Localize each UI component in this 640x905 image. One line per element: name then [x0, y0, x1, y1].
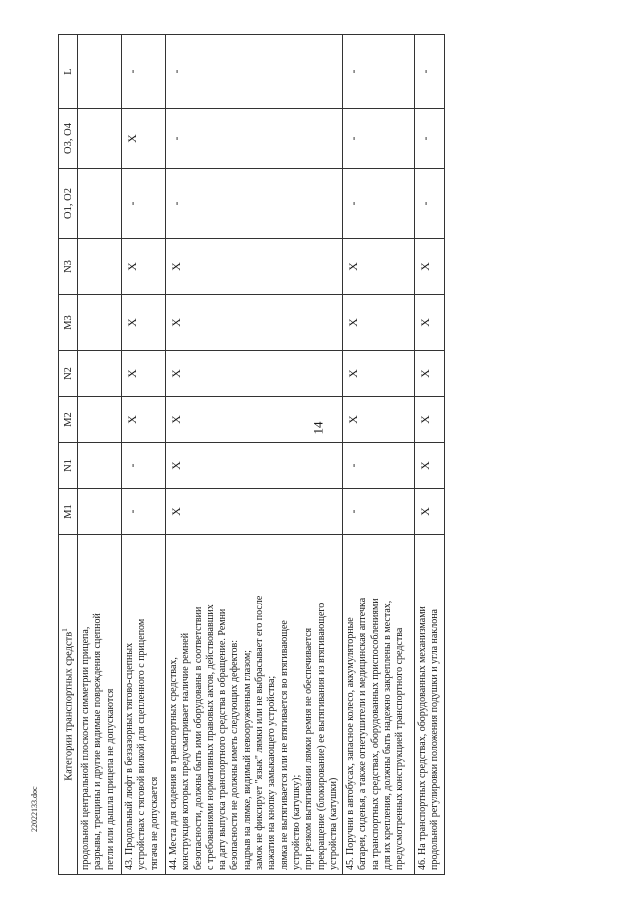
- requirement-line: безопасности не должны иметь следующих дефектов:: [229, 639, 241, 870]
- requirement-line: 43. Продольный люфт в беззазорных тягово-сцепных: [124, 642, 135, 870]
- requirement-line: на транспортных средствах, оборудованных приспособлениями: [369, 598, 381, 870]
- applicability-mark: [78, 397, 122, 443]
- applicability-mark: X: [415, 295, 445, 351]
- requirement-line: замок не фиксирует "язык" лямки или не выбрасывает его после: [254, 595, 266, 870]
- applicability-mark: -: [122, 35, 166, 109]
- requirement-line: устройство (катушку);: [290, 774, 302, 870]
- table-row: [343, 35, 415, 875]
- header-col: O1, O2: [59, 169, 78, 239]
- requirement-line: безопасности, должны быть ими оборудованы в соответствии: [192, 606, 204, 870]
- requirement-line: прекращение (блокирование) ее вытягивания из втягивающего: [315, 602, 327, 870]
- requirement-line: нажатия на кнопку замыкающего устройства;: [266, 675, 278, 870]
- applicability-mark: X: [122, 239, 166, 295]
- applicability-mark: [78, 109, 122, 169]
- applicability-mark: -: [415, 35, 445, 109]
- applicability-mark: -: [166, 169, 343, 239]
- applicability-mark: X: [415, 239, 445, 295]
- requirement-line: с требованиями нормативных правовых актов, действовавших: [204, 604, 216, 870]
- applicability-mark: X: [415, 351, 445, 397]
- applicability-mark: -: [343, 35, 415, 109]
- applicability-mark: -: [415, 109, 445, 169]
- applicability-mark: [78, 351, 122, 397]
- applicability-mark: -: [343, 489, 415, 535]
- requirement-line: при резком вытягивании лямки ремня не обеспечивается: [303, 627, 315, 870]
- applicability-mark: [78, 239, 122, 295]
- applicability-mark: X: [166, 443, 343, 489]
- requirement-line: петли или дышла прицепа не допускаются: [104, 688, 116, 870]
- requirement-line: надрыв на лямке, видимый невооруженным глазом;: [241, 650, 253, 870]
- applicability-mark: X: [122, 351, 166, 397]
- requirement-line: конструкция которых предусматривает наличие ремней: [180, 632, 192, 870]
- page-number: 14: [310, 421, 326, 435]
- requirement-text: [122, 535, 166, 875]
- requirement-line: продольной регулировки положения подушки и угла наклона: [429, 609, 441, 870]
- applicability-mark: X: [122, 397, 166, 443]
- applicability-mark: X: [166, 351, 343, 397]
- requirement-line: для их крепления, должны быть надежно закреплены в местах,: [382, 600, 394, 870]
- applicability-mark: -: [166, 35, 343, 109]
- requirement-line: устройствах с тяговой вилкой для сцепленного с прицепом: [136, 618, 148, 870]
- applicability-mark: X: [415, 397, 445, 443]
- applicability-mark: X: [122, 109, 166, 169]
- requirement-line: 44. Места для сидения в транспортных средствах,: [168, 657, 179, 870]
- applicability-mark: X: [343, 295, 415, 351]
- applicability-mark: -: [415, 169, 445, 239]
- applicability-mark: X: [122, 295, 166, 351]
- requirement-line: 46. На транспортных средствах, оборудованных механизмами: [417, 606, 429, 870]
- table-header-row: [59, 35, 78, 875]
- applicability-mark: -: [122, 169, 166, 239]
- requirement-line: устройства (катушки): [327, 777, 339, 870]
- applicability-mark: X: [166, 397, 343, 443]
- applicability-mark: X: [166, 489, 343, 535]
- header-col: O3, O4: [59, 109, 78, 169]
- applicability-mark: X: [166, 295, 343, 351]
- header-col: M3: [59, 295, 78, 351]
- header-col: L: [59, 35, 78, 109]
- header-col: N3: [59, 239, 78, 295]
- requirement-text: [78, 535, 122, 875]
- applicability-mark: X: [415, 489, 445, 535]
- applicability-mark: X: [343, 397, 415, 443]
- table-row: [78, 35, 122, 875]
- requirement-line: тягача не допускается: [148, 776, 160, 870]
- requirement-text: [166, 535, 343, 875]
- header-col: M2: [59, 397, 78, 443]
- table-row: [122, 35, 166, 875]
- table-row: [166, 35, 343, 875]
- applicability-mark: -: [122, 443, 166, 489]
- applicability-mark: [78, 489, 122, 535]
- applicability-mark: X: [343, 239, 415, 295]
- applicability-mark: [78, 443, 122, 489]
- requirement-line: продольной центральной плоскости симметрии прицепа,: [80, 626, 91, 870]
- applicability-mark: -: [343, 169, 415, 239]
- requirement-line: предусмотренных конструкцией транспортного средства: [394, 627, 406, 870]
- applicability-mark: -: [343, 443, 415, 489]
- applicability-mark: X: [415, 443, 445, 489]
- header-vehicle-categories: Категории транспортных средств$^1$: [59, 535, 78, 875]
- requirement-line: лямка не вытягивается или не втягивается во втягивающее: [278, 620, 290, 870]
- requirement-line: разрывы, трещины и другие видимые повреждения сцепной: [92, 613, 104, 870]
- requirement-line: батареи, сиденья, а также огнетушители и медицинская аптечка: [357, 597, 369, 870]
- header-col: N2: [59, 351, 78, 397]
- header-col: N1: [59, 443, 78, 489]
- requirement-line: на дату выпуска транспортного средства в обращение. Ремни: [217, 608, 229, 870]
- requirement-line: 45. Поручни в автобусах, запасное колесо, аккумуляторные: [345, 617, 357, 870]
- applicability-mark: -: [343, 109, 415, 169]
- document-filename: 22022133.doc: [30, 786, 39, 832]
- requirement-text: [343, 535, 415, 875]
- requirements-table: [58, 34, 445, 875]
- rotated-table-container: [58, 35, 583, 875]
- requirement-text: [415, 535, 445, 875]
- applicability-mark: -: [122, 489, 166, 535]
- applicability-mark: -: [166, 109, 343, 169]
- table-row: [415, 35, 445, 875]
- applicability-mark: [78, 35, 122, 109]
- applicability-mark: [78, 169, 122, 239]
- applicability-mark: X: [343, 351, 415, 397]
- header-col: M1: [59, 489, 78, 535]
- applicability-mark: [78, 295, 122, 351]
- applicability-mark: X: [166, 239, 343, 295]
